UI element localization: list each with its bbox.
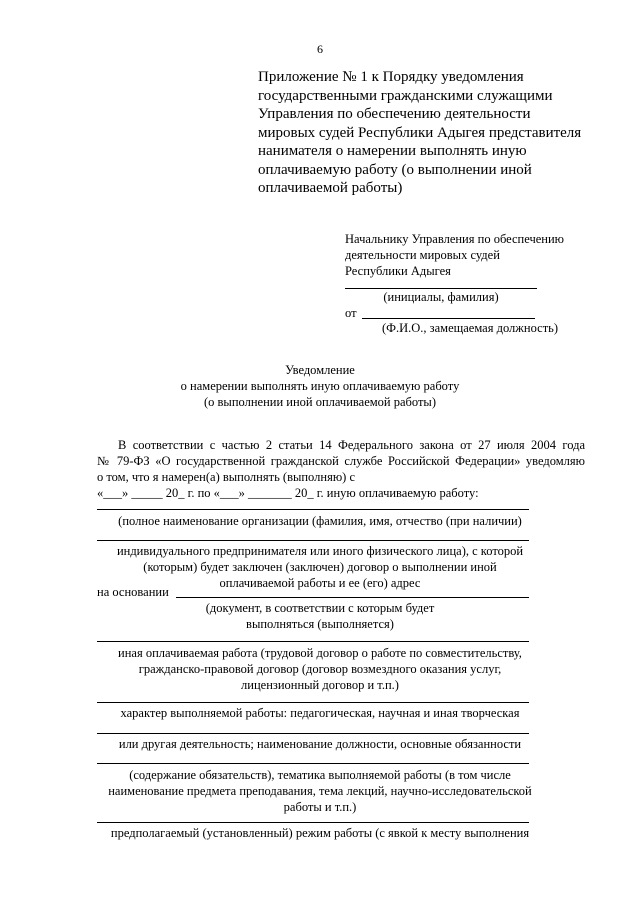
work-character-fill-line-2 <box>97 733 529 734</box>
appendix-line: Приложение № 1 к Порядку уведомления <box>258 69 524 85</box>
document-subtitle-2: (о выполнении иной оплачиваемой работы) <box>203 395 436 409</box>
organization-fill-line <box>97 509 529 510</box>
work-mode-caption-1: предполагаемый (установленный) режим работы (с явкой к месту выполнения <box>110 826 530 840</box>
work-character-fill-line <box>97 702 529 703</box>
obligations-fill-line <box>97 763 529 764</box>
organization-caption-2: индивидуального предпринимателя или иного физического лица), с которой <box>116 544 524 558</box>
work-type-fill-line <box>97 641 529 642</box>
appendix-line: оплачиваемую работу (о выполнении иной <box>258 161 532 178</box>
basis-label: на основании <box>97 585 169 599</box>
work-character-caption-1: характер выполняемой работы: педагогическая, научная и иная творческая <box>120 706 520 720</box>
obligations-caption-1: (содержание обязательств), тематика выполняемой работы (в том числе <box>129 768 511 782</box>
body-line-4: «___» _____ 20_ г. по «___» _______ 20_ г. иную оплачиваемую работу: <box>97 486 479 500</box>
basis-caption-1: (документ, в соответствии с которым будет <box>205 601 435 615</box>
appendix-line: Управления по обеспечению деятельности <box>258 106 531 122</box>
from-label: от <box>345 306 357 320</box>
addressee-line-1: Начальнику Управления по обеспечению <box>345 232 565 246</box>
appendix-header <box>258 68 598 198</box>
organization-fill-line-2 <box>97 540 529 541</box>
organization-caption-1: (полное наименование организации (фамилия, имя, отчество (при наличии) <box>118 514 522 528</box>
body-line-3: о том, что я намерен(а) выполнять (выполняю) с <box>97 470 355 484</box>
appendix-line: нанимателя о намерении выполнять иную <box>258 143 527 159</box>
document-subtitle-1: о намерении выполнять иную оплачиваемую работу <box>180 379 460 393</box>
work-type-caption-1: иная оплачиваемая работа (трудовой договор о работе по совместительству, <box>118 646 522 660</box>
body-line-2: № 79-ФЗ «О государственной гражданской службе Российской Федерации» уведомляю <box>97 454 585 468</box>
sender-line <box>362 318 535 319</box>
page-number: 6 <box>317 42 323 56</box>
basis-caption-2: выполняться (выполняется) <box>246 617 394 631</box>
work-type-caption-3: лицензионный договор и т.п.) <box>241 678 399 692</box>
addressee-line-2: деятельности мировых судей <box>345 248 500 262</box>
addressee-line-3: Республики Адыгея <box>345 264 451 278</box>
work-mode-fill-line <box>97 822 529 823</box>
addressee-name-line <box>345 288 537 289</box>
organization-caption-3: (которым) будет заключен (заключен) договор о выполнении иной <box>143 560 497 574</box>
appendix-line: мировых судей Республики Адыгея представителя <box>258 124 582 141</box>
obligations-caption-3: работы и т.п.) <box>283 800 357 814</box>
organization-caption-4: оплачиваемой работы и ее (его) адрес <box>219 576 421 590</box>
appendix-line: оплачиваемой работы) <box>258 180 403 196</box>
document-title: Уведомление <box>285 363 355 377</box>
addressee-caption-initials: (инициалы, фамилия) <box>383 290 499 304</box>
work-character-caption-2: или другая деятельность; наименование должности, основные обязанности <box>118 737 522 751</box>
work-type-caption-2: гражданско-правовой договор (договор возмездного оказания услуг, <box>138 662 502 676</box>
basis-fill-line <box>176 597 529 598</box>
body-line-1: В соответствии с частью 2 статьи 14 Федерального закона от 27 июля 2004 года <box>118 438 585 452</box>
obligations-caption-2: наименование предмета преподавания, тема лекций, научно-исследовательской <box>108 784 532 798</box>
sender-caption: (Ф.И.О., замещаемая должность) <box>381 321 559 335</box>
appendix-line: государственными гражданскими служащими <box>258 87 553 104</box>
